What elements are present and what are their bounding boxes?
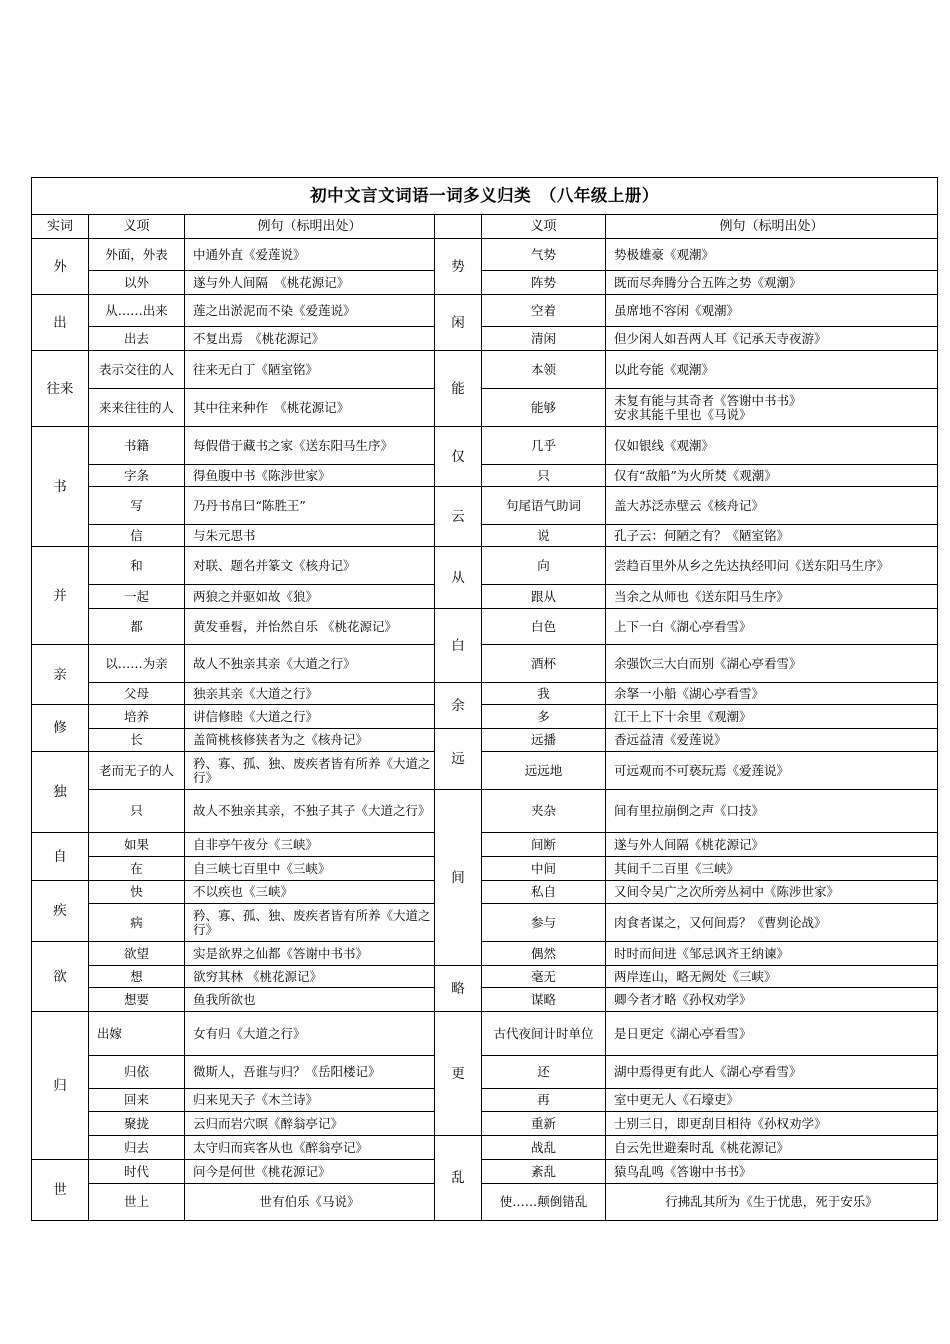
document-table-container — [31, 177, 937, 1221]
example-cell: 当余之从师也《送东阳马生序》 — [606, 585, 938, 609]
meaning-cell: 写 — [89, 487, 185, 525]
example-cell: 余拏一小船《湖心亭看雪》 — [606, 683, 938, 705]
table-row — [32, 790, 938, 833]
example-cell: 自云先世避秦时乱《桃花源记》 — [606, 1136, 938, 1160]
word-cell-right: 云 — [435, 487, 482, 547]
meaning-cell: 紊乱 — [482, 1160, 606, 1184]
word-cell-right: 略 — [435, 966, 482, 1012]
table-row — [32, 487, 938, 525]
example-cell: 肉食者谋之，又何间焉？《曹刿论战》 — [606, 904, 938, 942]
meaning-cell: 外面，外表 — [89, 239, 185, 271]
meaning-cell: 聚拢 — [89, 1112, 185, 1136]
example-cell: 微斯人，吾谁与归？《岳阳楼记》 — [185, 1056, 435, 1089]
table-row — [32, 752, 938, 790]
example-cell: 女有归《大道之行》 — [185, 1012, 435, 1056]
word-cell-right: 余 — [435, 683, 482, 729]
table-row — [32, 1056, 938, 1089]
meaning-cell: 再 — [482, 1089, 606, 1112]
example-cell: 猿鸟乱鸣《答谢中书书》 — [606, 1160, 938, 1184]
meaning-cell: 战乱 — [482, 1136, 606, 1160]
word-cell: 独 — [32, 752, 89, 833]
table-row — [32, 609, 938, 645]
meaning-cell: 归依 — [89, 1056, 185, 1089]
table-row — [32, 547, 938, 585]
meaning-cell: 归去 — [89, 1136, 185, 1160]
example-cell: 虽席地不容闲《观潮》 — [606, 295, 938, 327]
document-title: 初中文言文词语一词多义归类 （八年级上册） — [32, 178, 938, 215]
meaning-cell: 以外 — [89, 271, 185, 295]
table-row — [32, 295, 938, 327]
meaning-cell: 参与 — [482, 904, 606, 942]
example-cell: 尝趋百里外从乡之先达执经叩问《送东阳马生序》 — [606, 547, 938, 585]
example-cell: 归来见天子《木兰诗》 — [185, 1089, 435, 1112]
meaning-cell: 培养 — [89, 705, 185, 729]
table-row — [32, 966, 938, 988]
example-cell: 实是欲界之仙都《答谢中书书》 — [185, 942, 435, 966]
word-cell: 世 — [32, 1160, 89, 1221]
example-cell: 自非亭午夜分《三峡》 — [185, 833, 435, 857]
meaning-cell: 只 — [89, 790, 185, 833]
table-row — [32, 881, 938, 904]
word-cell-right: 闲 — [435, 295, 482, 351]
example-cell: 矜、寡、孤、独、废疾者皆有所养《大道之行》 — [185, 904, 435, 942]
example-cell — [606, 389, 938, 427]
word-cell-right: 间 — [435, 790, 482, 966]
table-row — [32, 1184, 938, 1221]
table-row — [32, 239, 938, 271]
table-row — [32, 1136, 938, 1160]
example-cell: 行拂乱其所为《生于忧患，死于安乐》 — [606, 1184, 938, 1221]
table-row — [32, 1012, 938, 1056]
meaning-cell: 间断 — [482, 833, 606, 857]
table-row — [32, 525, 938, 547]
example-cell: 云归而岩穴暝《醉翁亭记》 — [185, 1112, 435, 1136]
example-cell: 仅有“敌船”为火所焚《观潮》 — [606, 465, 938, 487]
header-meaning-right: 义项 — [482, 215, 606, 239]
meaning-cell: 本领 — [482, 351, 606, 389]
word-cell: 修 — [32, 705, 89, 752]
meaning-cell: 出嫁 — [89, 1012, 185, 1056]
word-cell-right: 乱 — [435, 1136, 482, 1221]
example-cell: 盖简桃核修狭者为之《核舟记》 — [185, 729, 435, 752]
vocabulary-table — [31, 177, 938, 1221]
meaning-cell: 来来往往的人 — [89, 389, 185, 427]
meaning-cell: 清闲 — [482, 327, 606, 351]
example-cell: 世有伯乐《马说》 — [185, 1184, 435, 1221]
meaning-cell: 一起 — [89, 585, 185, 609]
meaning-cell: 还 — [482, 1056, 606, 1089]
meaning-cell: 阵势 — [482, 271, 606, 295]
meaning-cell: 毫无 — [482, 966, 606, 988]
table-row — [32, 585, 938, 609]
example-cell: 不复出焉 《桃花源记》 — [185, 327, 435, 351]
meaning-cell: 信 — [89, 525, 185, 547]
meaning-cell: 几乎 — [482, 427, 606, 465]
meaning-cell: 时代 — [89, 1160, 185, 1184]
word-cell: 亲 — [32, 645, 89, 705]
table-body — [32, 239, 938, 1221]
meaning-cell: 以……为亲 — [89, 645, 185, 683]
meaning-cell: 欲望 — [89, 942, 185, 966]
example-cell: 太守归而宾客从也《醉翁亭记》 — [185, 1136, 435, 1160]
example-cell: 遂与外人间隔《桃花源记》 — [606, 833, 938, 857]
meaning-cell: 远远地 — [482, 752, 606, 790]
meaning-cell: 病 — [89, 904, 185, 942]
word-cell: 并 — [32, 547, 89, 645]
meaning-cell: 出去 — [89, 327, 185, 351]
meaning-cell: 使……颠倒错乱 — [482, 1184, 606, 1221]
example-cell: 仅如银线《观潮》 — [606, 427, 938, 465]
meaning-cell: 白色 — [482, 609, 606, 645]
example-cell: 室中更无人《石壕吏》 — [606, 1089, 938, 1112]
word-cell: 往来 — [32, 351, 89, 427]
example-cell: 江干上下十余里《观潮》 — [606, 705, 938, 729]
meaning-cell: 长 — [89, 729, 185, 752]
table-row — [32, 942, 938, 966]
word-cell: 欲 — [32, 942, 89, 1012]
table-row — [32, 857, 938, 881]
example-cell: 上下一白《湖心亭看雪》 — [606, 609, 938, 645]
meaning-cell: 古代夜间计时单位 — [482, 1012, 606, 1056]
example-cell: 盖大苏泛赤壁云《核舟记》 — [606, 487, 938, 525]
table-row — [32, 327, 938, 351]
example-cell: 欲穷其林 《桃花源记》 — [185, 966, 435, 988]
word-cell: 外 — [32, 239, 89, 295]
meaning-cell: 向 — [482, 547, 606, 585]
header-meaning: 义项 — [89, 215, 185, 239]
table-row — [32, 1112, 938, 1136]
meaning-cell: 我 — [482, 683, 606, 705]
example-cell: 中通外直《爱莲说》 — [185, 239, 435, 271]
example-cell: 以此夸能《观潮》 — [606, 351, 938, 389]
example-cell: 孔子云：何陋之有？《陋室铭》 — [606, 525, 938, 547]
example-cell: 两狼之并驱如故《狼》 — [185, 585, 435, 609]
meaning-cell: 谋略 — [482, 988, 606, 1012]
meaning-cell: 句尾语气助词 — [482, 487, 606, 525]
table-row — [32, 833, 938, 857]
meaning-cell: 重新 — [482, 1112, 606, 1136]
meaning-cell: 在 — [89, 857, 185, 881]
word-cell-right: 能 — [435, 351, 482, 427]
example-cell: 往来无白丁《陋室铭》 — [185, 351, 435, 389]
meaning-cell: 都 — [89, 609, 185, 645]
example-cell: 香远益清《爱莲说》 — [606, 729, 938, 752]
example-cell: 莲之出淤泥而不染《爱莲说》 — [185, 295, 435, 327]
example-cell: 每假借于藏书之家《送东阳马生序》 — [185, 427, 435, 465]
table-row — [32, 988, 938, 1012]
word-cell-right: 势 — [435, 239, 482, 295]
meaning-cell: 空着 — [482, 295, 606, 327]
meaning-cell: 想 — [89, 966, 185, 988]
example-cell: 与朱元思书 — [185, 525, 435, 547]
table-row — [32, 465, 938, 487]
meaning-cell: 跟从 — [482, 585, 606, 609]
meaning-cell: 字条 — [89, 465, 185, 487]
meaning-cell: 和 — [89, 547, 185, 585]
word-cell-right: 白 — [435, 609, 482, 683]
table-row — [32, 705, 938, 729]
table-row — [32, 683, 938, 705]
word-cell-right: 更 — [435, 1012, 482, 1136]
meaning-cell: 中间 — [482, 857, 606, 881]
example-cell: 是日更定《湖心亭看雪》 — [606, 1012, 938, 1056]
meaning-cell: 快 — [89, 881, 185, 904]
word-cell: 疾 — [32, 881, 89, 942]
example-cell: 不以疾也《三峡》 — [185, 881, 435, 904]
example-cell: 矜、寡、孤、独、废疾者皆有所养《大道之行》 — [185, 752, 435, 790]
example-line: 未复有能与其奇者《答谢中书书》 — [614, 392, 802, 408]
meaning-cell: 表示交往的人 — [89, 351, 185, 389]
table-row — [32, 351, 938, 389]
example-cell: 讲信修睦《大道之行》 — [185, 705, 435, 729]
example-cell: 遂与外人间隔 《桃花源记》 — [185, 271, 435, 295]
example-cell: 独亲其亲《大道之行》 — [185, 683, 435, 705]
example-cell: 但少闲人如吾两人耳《记承天寺夜游》 — [606, 327, 938, 351]
example-cell: 自三峡七百里中《三峡》 — [185, 857, 435, 881]
example-cell: 时时而间进《邹忌讽齐王纳谏》 — [606, 942, 938, 966]
header-example: 例句（标明出处） — [185, 215, 435, 239]
meaning-cell: 从……出来 — [89, 295, 185, 327]
example-cell: 卿今者才略《孙权劝学》 — [606, 988, 938, 1012]
example-cell: 间有里拉崩倒之声《口技》 — [606, 790, 938, 833]
meaning-cell: 远播 — [482, 729, 606, 752]
meaning-cell: 回来 — [89, 1089, 185, 1112]
word-cell: 归 — [32, 1012, 89, 1160]
example-cell: 问今是何世《桃花源记》 — [185, 1160, 435, 1184]
example-cell: 得鱼腹中书《陈涉世家》 — [185, 465, 435, 487]
table-row — [32, 1089, 938, 1112]
table-row — [32, 729, 938, 752]
example-cell: 又间令吴广之次所旁丛祠中《陈涉世家》 — [606, 881, 938, 904]
example-cell: 既而尽奔腾分合五阵之势《观潮》 — [606, 271, 938, 295]
header-example-right: 例句（标明出处） — [606, 215, 938, 239]
example-cell: 对联、题名并篆文《核舟记》 — [185, 547, 435, 585]
meaning-cell: 如果 — [89, 833, 185, 857]
meaning-cell: 只 — [482, 465, 606, 487]
header-word-right — [435, 215, 482, 239]
example-cell: 乃丹书帛曰“陈胜王” — [185, 487, 435, 525]
example-cell: 湖中焉得更有此人《湖心亭看雪》 — [606, 1056, 938, 1089]
word-cell-right: 仅 — [435, 427, 482, 487]
example-line: 安求其能千里也《马说》 — [614, 406, 752, 422]
word-cell-right: 远 — [435, 729, 482, 790]
example-cell: 余强饮三大白而别《湖心亭看雪》 — [606, 645, 938, 683]
table-row — [32, 389, 938, 427]
meaning-cell: 多 — [482, 705, 606, 729]
meaning-cell: 酒杯 — [482, 645, 606, 683]
table-row — [32, 904, 938, 942]
table-row — [32, 645, 938, 683]
example-cell: 两岸连山，略无阙处《三峡》 — [606, 966, 938, 988]
meaning-cell: 气势 — [482, 239, 606, 271]
word-cell: 书 — [32, 427, 89, 547]
table-row — [32, 1160, 938, 1184]
meaning-cell: 能够 — [482, 389, 606, 427]
example-cell: 势极雄豪《观潮》 — [606, 239, 938, 271]
example-cell: 可远观而不可亵玩焉《爱莲说》 — [606, 752, 938, 790]
meaning-cell: 世上 — [89, 1184, 185, 1221]
meaning-cell: 偶然 — [482, 942, 606, 966]
table-row — [32, 427, 938, 465]
word-cell: 自 — [32, 833, 89, 881]
example-cell: 士别三日，即更刮目相待《孙权劝学》 — [606, 1112, 938, 1136]
word-cell-right: 从 — [435, 547, 482, 609]
meaning-cell: 想要 — [89, 988, 185, 1012]
meaning-cell: 私自 — [482, 881, 606, 904]
example-cell: 鱼我所欲也 — [185, 988, 435, 1012]
word-cell: 出 — [32, 295, 89, 351]
header-row — [32, 215, 938, 239]
meaning-cell: 父母 — [89, 683, 185, 705]
meaning-cell: 书籍 — [89, 427, 185, 465]
meaning-cell: 老而无子的人 — [89, 752, 185, 790]
header-word: 实词 — [32, 215, 89, 239]
example-cell: 故人不独亲其亲，不独子其子《大道之行》 — [185, 790, 435, 833]
example-cell: 其间千二百里《三峡》 — [606, 857, 938, 881]
meaning-cell: 夹杂 — [482, 790, 606, 833]
table-row — [32, 271, 938, 295]
example-cell: 故人不独亲其亲《大道之行》 — [185, 645, 435, 683]
example-cell: 其中往来种作 《桃花源记》 — [185, 389, 435, 427]
meaning-cell: 说 — [482, 525, 606, 547]
example-cell: 黄发垂髫，并怡然自乐 《桃花源记》 — [185, 609, 435, 645]
